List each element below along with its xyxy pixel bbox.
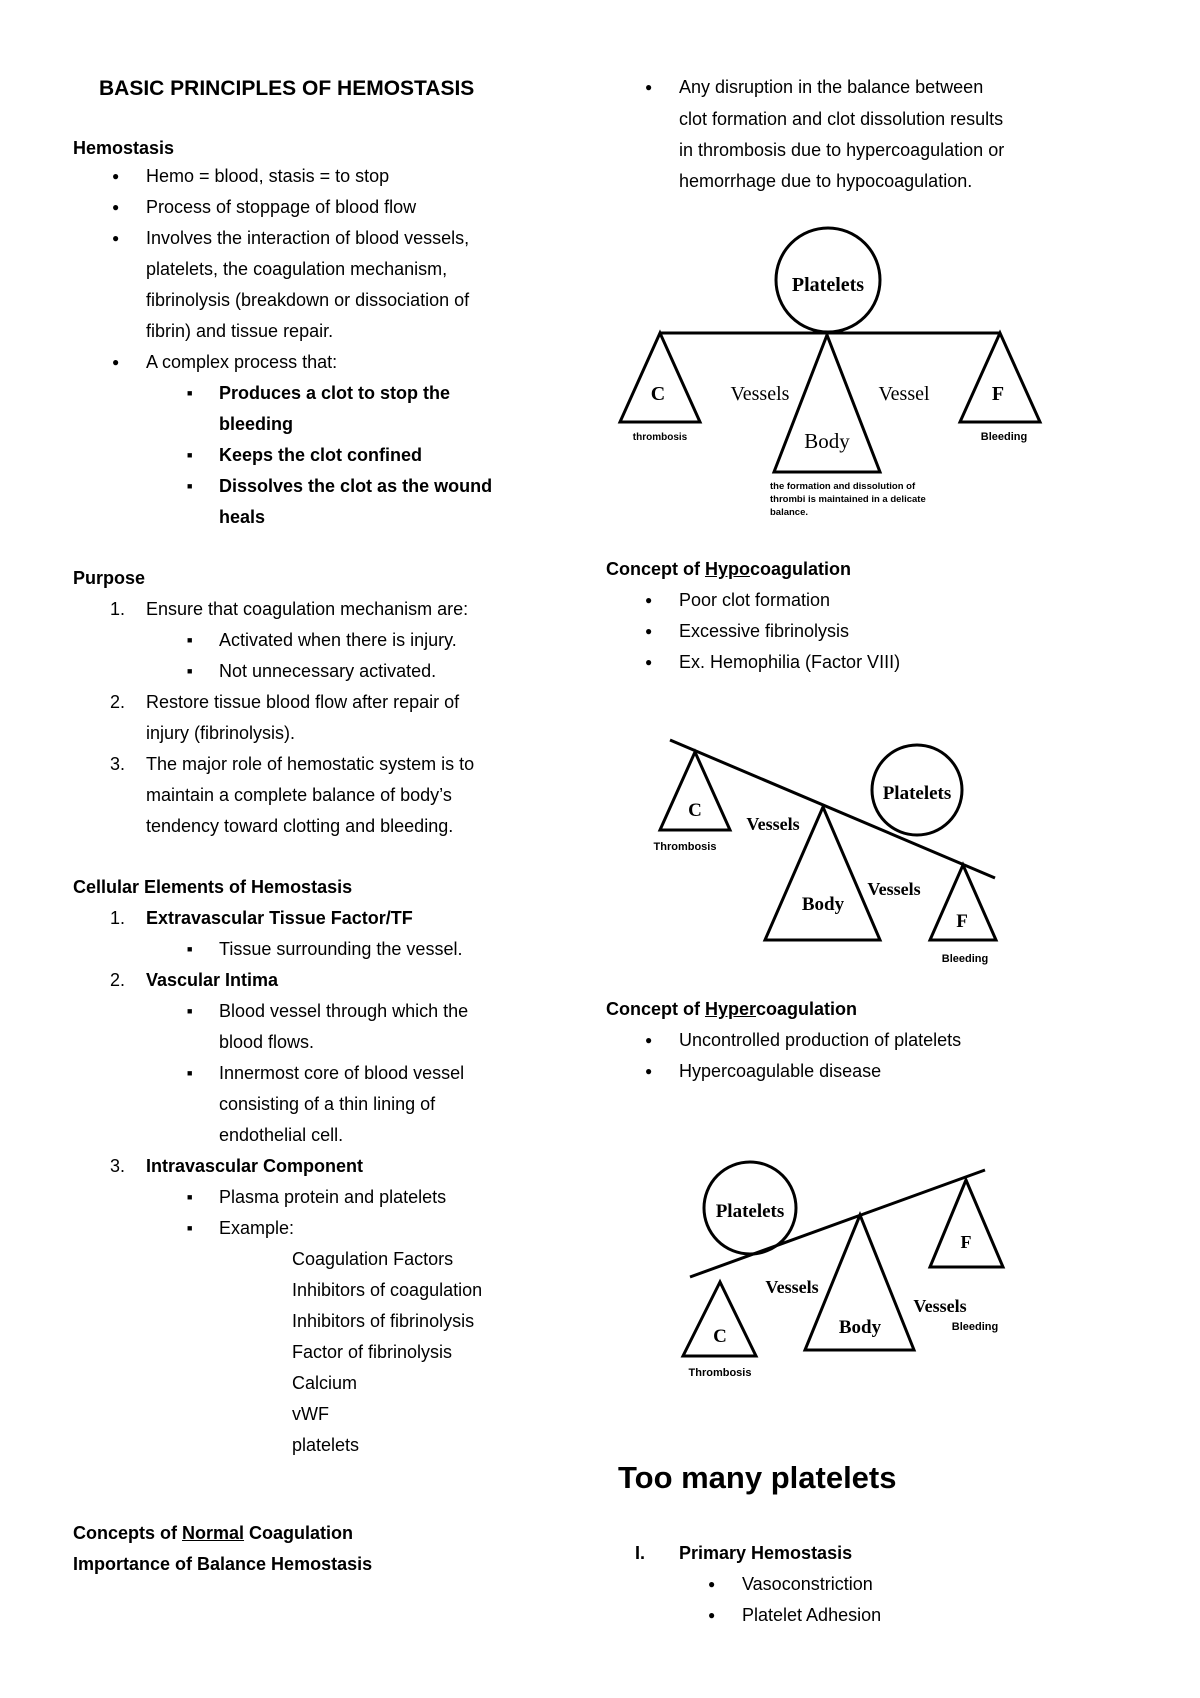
thrombosis-label: Thrombosis <box>653 841 717 853</box>
list-item: ● A complex process that: <box>146 347 337 379</box>
c-label: C <box>650 383 666 405</box>
list-item-cont: fibrin) and tissue repair. <box>146 321 334 341</box>
f-label: F <box>991 383 1005 405</box>
hyper-heading: Concept of Hypercoagulation <box>606 999 858 1019</box>
balance-beam <box>670 740 995 878</box>
list-item-cont: clot formation and clot dissolution results <box>679 109 1004 129</box>
example-item: vWF <box>292 1404 329 1424</box>
sub-item: ■ Produces a clot to stop the <box>219 378 450 410</box>
list-item-cont: in thrombosis due to hypercoagulation or <box>679 140 1005 160</box>
thrombosis-label: Thrombosis <box>688 1367 752 1379</box>
f-label: F <box>960 1232 972 1252</box>
example-item: Factor of fibrinolysis <box>292 1342 453 1362</box>
sub-item: ■ Plasma protein and platelets <box>219 1182 446 1214</box>
caption-line: the formation and dissolution of <box>770 481 916 492</box>
cellular-heading: Cellular Elements of Hemostasis <box>73 877 353 897</box>
example-item: Coagulation Factors <box>292 1249 454 1269</box>
list-item: 3. The major role of hemostatic system is to <box>110 754 475 774</box>
c-triangle <box>620 333 700 422</box>
list-item-cont: maintain a complete balance of body’s <box>146 785 452 805</box>
sub-item: ■ Blood vessel through which the <box>219 996 468 1028</box>
platelets-label: Platelets <box>882 783 952 804</box>
balance-heading: Importance of Balance Hemostasis <box>73 1554 373 1574</box>
list-item: ● Involves the interaction of blood vessels, <box>146 223 469 255</box>
list-item: ● Any disruption in the balance between <box>679 72 983 104</box>
list-item: ● Hypercoagulable disease <box>679 1056 881 1088</box>
c-label: C <box>713 1326 727 1347</box>
bleeding-label: Bleeding <box>951 1321 999 1333</box>
example-item: Calcium <box>292 1373 358 1393</box>
body-label: Body <box>804 429 850 453</box>
f-label: F <box>956 911 968 932</box>
platelets-label: Platelets <box>715 1201 785 1222</box>
list-item-cont: platelets, the coagulation mechanism, <box>146 259 448 279</box>
list-item-cont: hemorrhage due to hypocoagulation. <box>679 171 973 191</box>
sub-item-cont: endothelial cell. <box>219 1125 344 1145</box>
vessels-label: Vessels <box>913 1296 967 1316</box>
list-item: ● Poor clot formation <box>679 585 830 617</box>
normal-coagulation-heading: Concepts of Normal Coagulation <box>73 1523 354 1543</box>
list-item: ● Vasoconstriction <box>742 1569 873 1601</box>
vessels-label: Vessels <box>867 879 921 899</box>
example-item: Inhibitors of fibrinolysis <box>292 1311 475 1331</box>
list-item: ● Excessive fibrinolysis <box>679 616 849 648</box>
list-item: 3. Intravascular Component <box>110 1156 364 1176</box>
platelets-label: Platelets <box>791 274 865 296</box>
balance-beam <box>690 1170 985 1277</box>
list-item: ● Hemo = blood, stasis = to stop <box>146 161 389 193</box>
sub-item: ■ Keeps the clot confined <box>219 440 422 472</box>
balance-diagram-normal <box>600 225 1060 525</box>
thrombosis-label: thrombosis <box>632 432 688 443</box>
sub-item: ■ Innermost core of blood vessel <box>219 1058 464 1090</box>
list-item: ● Platelet Adhesion <box>742 1600 881 1632</box>
example-item: Inhibitors of coagulation <box>292 1280 483 1300</box>
list-item: 1. Extravascular Tissue Factor/TF <box>110 908 413 928</box>
sub-item: ■ Activated when there is injury. <box>219 625 457 657</box>
caption-line: balance. <box>770 507 809 518</box>
list-item: ● Process of stoppage of blood flow <box>146 192 416 224</box>
list-item-cont: injury (fibrinolysis). <box>146 723 296 743</box>
vessels-label: Vessels <box>765 1277 819 1297</box>
sub-item-cont: blood flows. <box>219 1032 315 1052</box>
sub-item-cont: bleeding <box>219 414 294 434</box>
caption-line: thrombi is maintained in a delicate <box>770 494 926 505</box>
list-item: 2. Vascular Intima <box>110 970 279 990</box>
primary-hemostasis-heading: I. Primary Hemostasis <box>635 1543 853 1563</box>
sub-item-cont: heals <box>219 507 266 527</box>
list-item: 1. Ensure that coagulation mechanism are: <box>110 599 469 619</box>
f-triangle <box>960 333 1040 422</box>
bleeding-label: Bleeding <box>980 431 1028 443</box>
vessel-label: Vessel <box>878 383 930 405</box>
hypo-heading: Concept of Hypocoagulation <box>606 559 852 579</box>
f-triangle <box>930 1180 1003 1267</box>
list-item: ● Ex. Hemophilia (Factor VIII) <box>679 647 900 679</box>
too-many-platelets-heading: Too many platelets <box>618 1460 897 1495</box>
body-label: Body <box>801 894 845 915</box>
balance-diagram-hyper <box>670 1160 1030 1400</box>
sub-item: ■ Example: <box>219 1213 294 1245</box>
vessels-label: Vessels <box>746 814 800 834</box>
body-label: Body <box>838 1317 882 1338</box>
list-item: 2. Restore tissue blood flow after repair of <box>110 692 460 712</box>
sub-item-cont: consisting of a thin lining of <box>219 1094 436 1114</box>
c-label: C <box>688 800 702 821</box>
sub-item: ■ Dissolves the clot as the wound <box>219 471 492 503</box>
vessels-label: Vessels <box>730 383 790 405</box>
purpose-heading: Purpose <box>73 568 146 588</box>
hemostasis-heading: Hemostasis <box>73 138 175 158</box>
list-item-cont: tendency toward clotting and bleeding. <box>146 816 454 836</box>
sub-item: ■ Not unnecessary activated. <box>219 656 436 688</box>
balance-diagram-hypo <box>640 730 1010 970</box>
sub-item: ■ Tissue surrounding the vessel. <box>219 934 462 966</box>
list-item-cont: fibrinolysis (breakdown or dissociation of <box>146 290 470 310</box>
example-item: platelets <box>292 1435 360 1455</box>
bleeding-label: Bleeding <box>941 953 989 965</box>
page-title: BASIC PRINCIPLES OF HEMOSTASIS <box>99 77 475 100</box>
list-item: ● Uncontrolled production of platelets <box>679 1025 961 1057</box>
